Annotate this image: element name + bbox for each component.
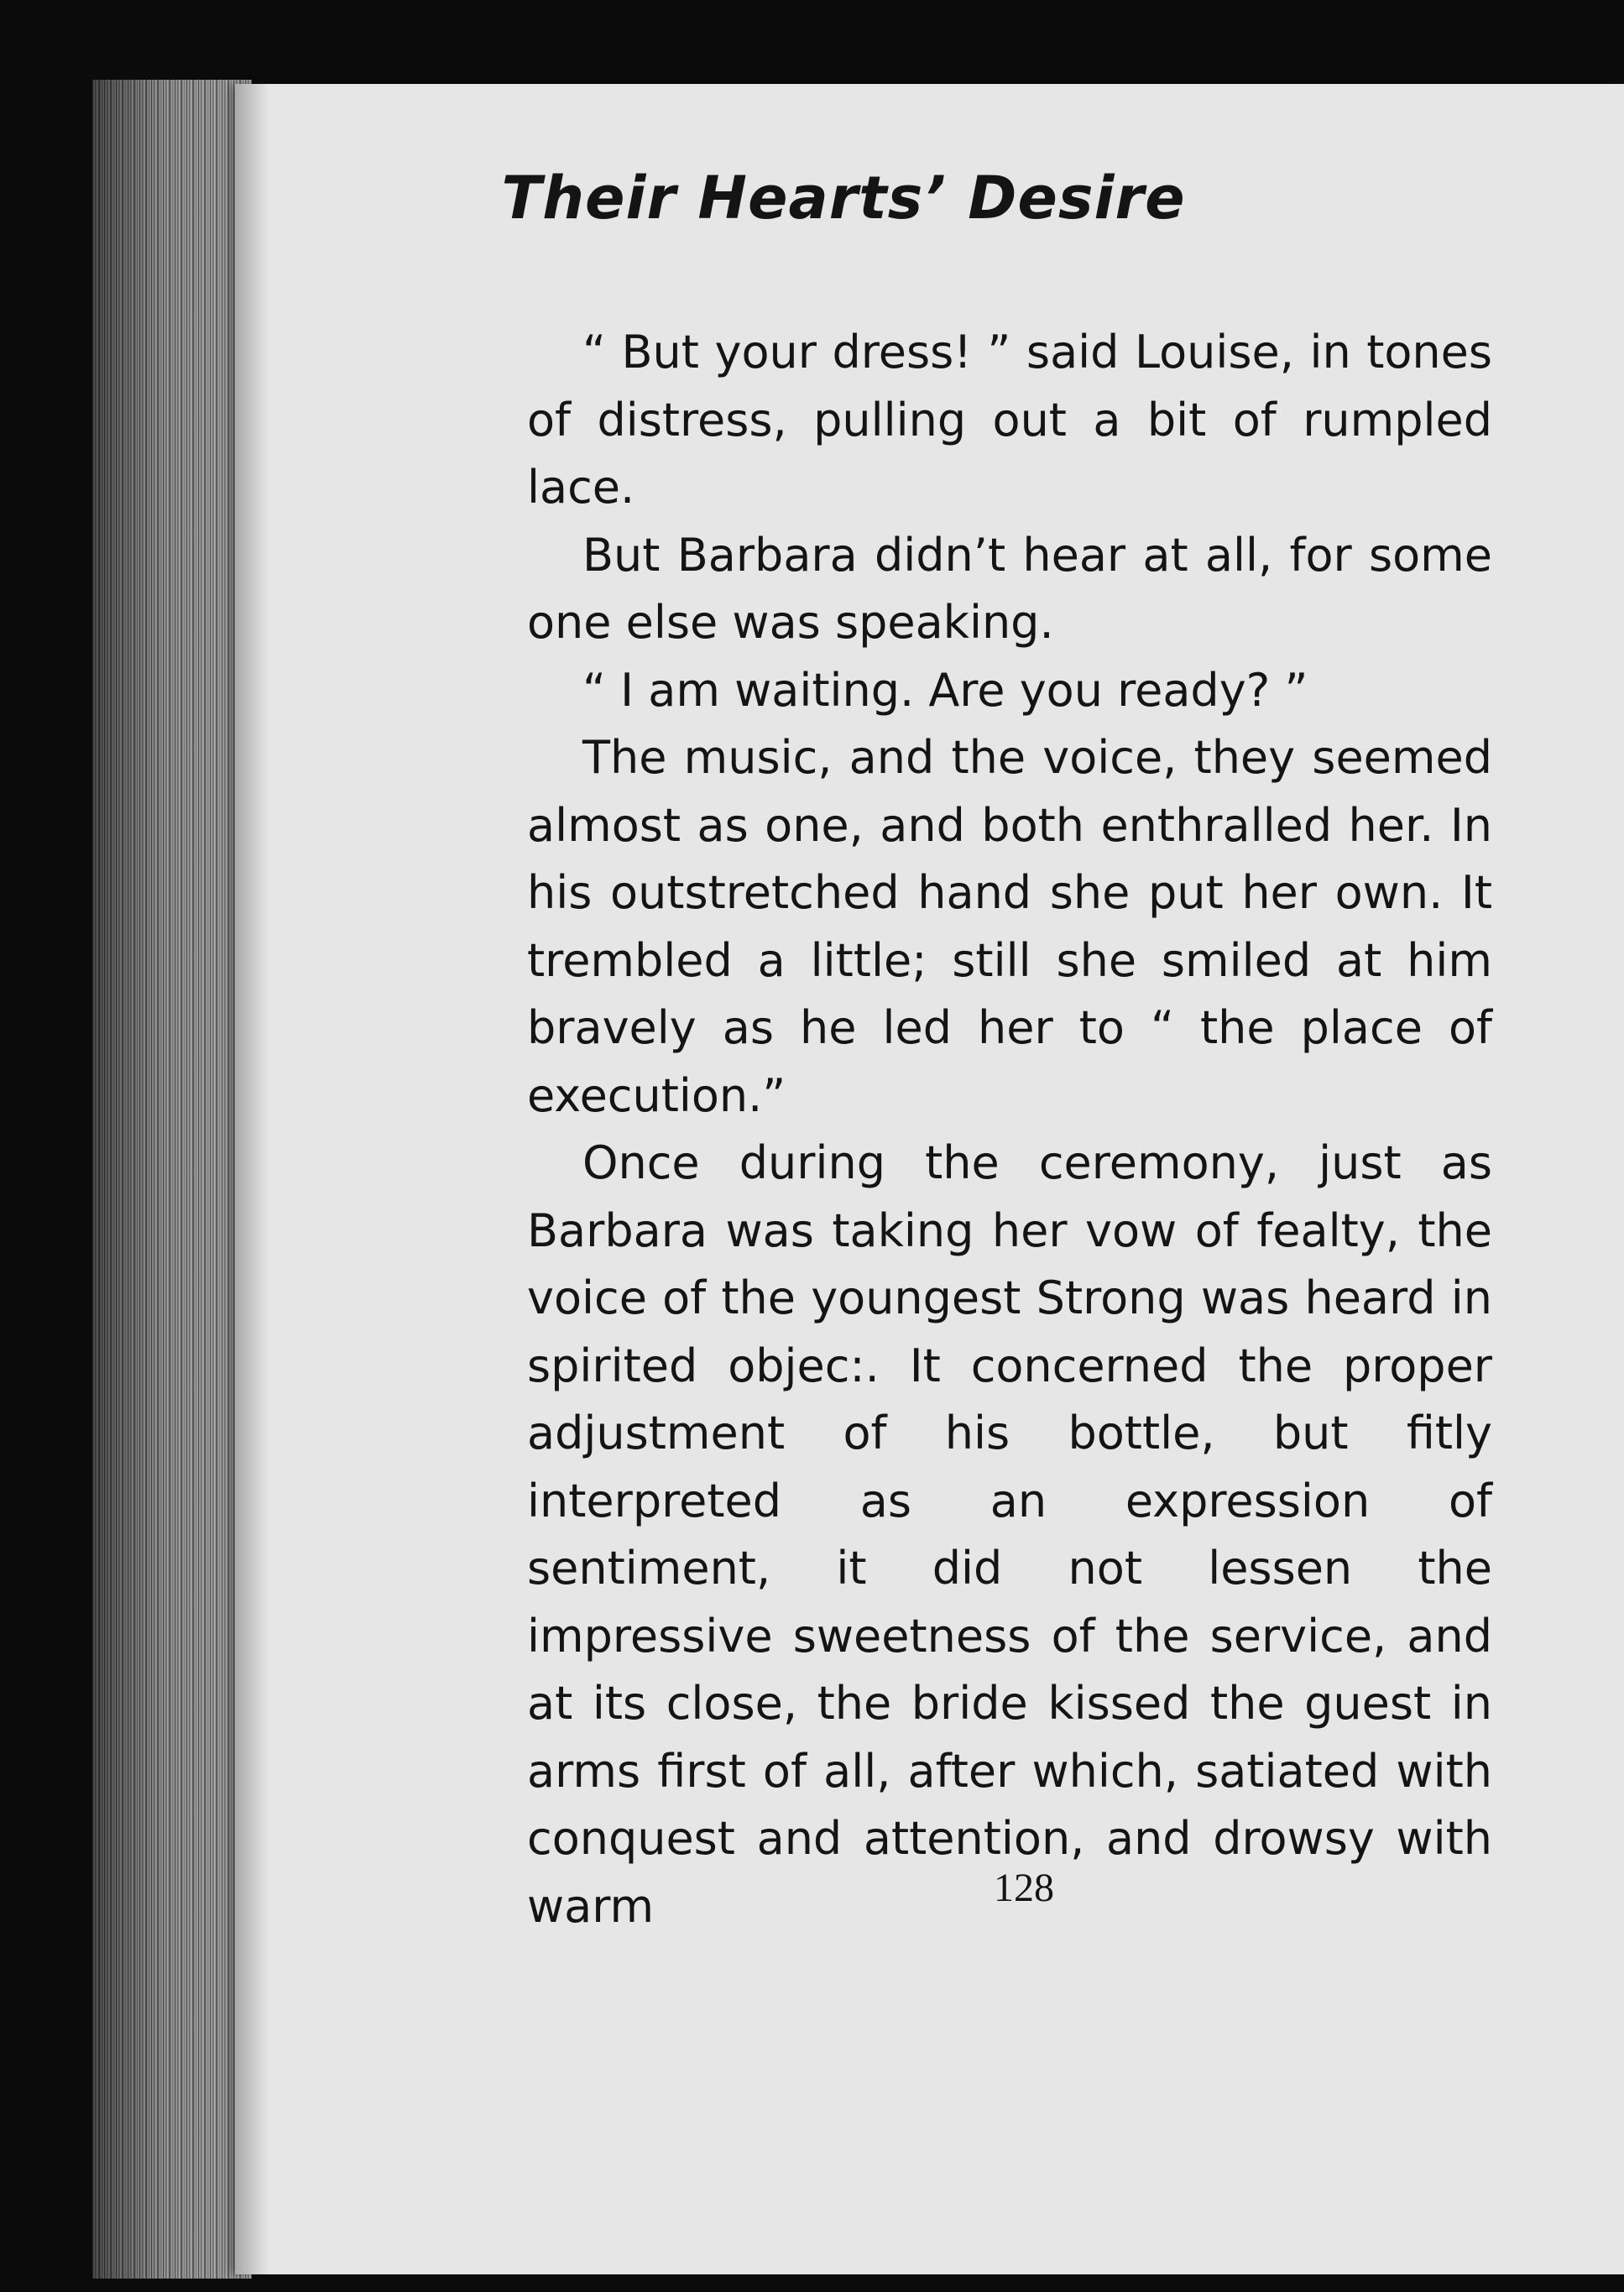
paragraph: “ But your dress! ” said Louise, in tones of distress, pulling out a bit of rumpled lace. — [527, 326, 1492, 514]
page-edges — [92, 80, 252, 2279]
page-body — [527, 319, 1492, 1940]
paragraph: Once during the ceremony, just as Barbara was taking her vow of fealty, the voice of the youngest Strong was heard in spirited objec:. It concerned the proper adjustment of his bottle, but fitly interpreted as an expression of sentiment, it did not lessen the impressive sweetness of the service, and at its close, the bride kissed the guest in arms first of all, after which, satiated with conquest and attention, and drowsy with warm — [527, 1136, 1492, 1933]
page-number: 128 — [994, 1866, 1054, 1910]
paragraph: “ I am waiting. Are you ready? ” — [582, 663, 1308, 717]
paragraph: But Barbara didn’t hear at all, for some one else was speaking. — [527, 528, 1492, 649]
running-title: Their Hearts’ Desire — [501, 164, 1186, 232]
paragraph: The music, and the voice, they seemed almost as one, and both enthralled her. In his outstretched hand she put her own. It trembled a little; still she smiled at him bravely as he led her to “ the place of execution.” — [527, 731, 1492, 1122]
